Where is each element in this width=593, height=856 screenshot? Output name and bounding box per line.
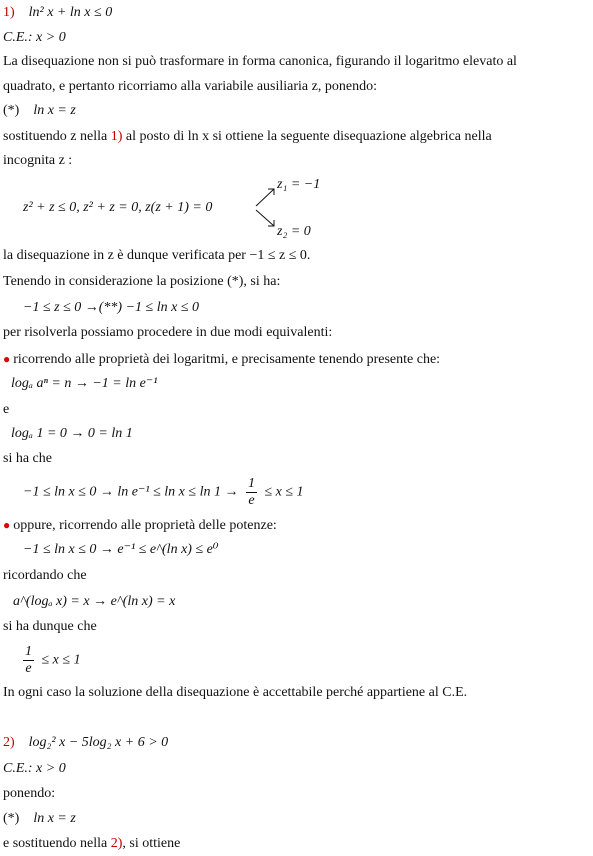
formula-result: $\frac{1}{e}$ ≤ x ≤ 1 [25,644,81,676]
s1-modi: per risolverla possiamo procedere in due modi equivalenti: [3,325,333,340]
s1-inequality: ln² x + ln x ≤ 0 [28,5,113,20]
s1-verified: la disequazione in z è dunque verificata per −1 ≤ z ≤ 0. [3,248,311,263]
bullet-powers: ● oppure, ricorrendo alle proprietà delle potenze: [3,518,277,533]
root-z1: z₁ = −1 [277,177,321,192]
s1-para1a: La disequazione non si può trasformare in forma canonica, figurando il logaritmo elevato al [3,54,517,69]
si-dunque: si ha dunque che [3,619,97,634]
s2-number: 2) [3,735,15,750]
s1-tenendo: Tenendo in considerazione la posizione (*), si ha: [3,274,281,289]
s2-heading [3,734,168,752]
bullet-dot-icon: ● [3,518,11,532]
conclusion: In ogni caso la soluzione della disequazione è accettabile perché appartiene al C.E. [3,685,468,700]
conj-e: e [3,402,10,417]
s1-heading [3,4,112,22]
sub-eq: ln x = z [33,103,76,118]
fraction-one-over-e: $\frac{1}{e}$ [25,644,32,676]
fraction-one-over-e: $\frac{1}{e}$ [247,476,255,508]
s1-para2a: sostituendo z nella 1) al posto di ln x si ottiene la seguente disequazione algebrica nella [3,129,492,144]
si-ha-che: si ha che [3,451,52,466]
bullet-logs: ● ricorrendo alle proprietà dei logaritmi, e precisamente tenendo presente che: [3,352,441,367]
s2-inequality: log₂² x − 5log₂ x + 6 > 0 [28,735,169,750]
formula-exp-log: a^(logₐ x) = x → e^(ln x) = x [13,594,176,609]
s1-number: 1) [3,5,15,20]
s2-ce: C.E.: x > 0 [3,761,66,776]
s1-para1b: quadrato, e pertanto ricorriamo alla variabile ausiliaria z, ponendo: [3,79,377,94]
s1-para2b: incognita z : [3,153,73,168]
root-z2: z₂ = 0 [277,224,311,239]
s1-substitution [3,102,76,120]
formula-powers: −1 ≤ ln x ≤ 0 → e⁻¹ ≤ e^(ln x) ≤ e⁰ [23,542,219,557]
bullet-dot-icon: ● [3,352,11,366]
s2-ref: 2) [110,836,123,851]
s2-substitution [3,810,76,828]
formula-chain: −1 ≤ ln x ≤ 0 → ln e⁻¹ ≤ ln x ≤ ln 1 → $\frac{1}{e}$ ≤ x ≤ 1 [23,476,304,508]
star-label: (*) [3,103,20,118]
s2-ponendo: ponendo: [3,786,56,801]
alg-equations: z² + z ≤ 0, z² + z = 0, z(z + 1) = 0 [23,200,213,215]
formula-log-one: logₐ 1 = 0 → 0 = ln 1 [11,426,133,441]
implication: −1 ≤ z ≤ 0 →(**) −1 ≤ ln x ≤ 0 [23,300,200,315]
ricordando: ricordando che [3,568,87,583]
s1-ce: C.E.: x > 0 [3,30,66,45]
star-label: (*) [3,811,20,826]
s1-ref: 1) [110,129,123,144]
sub-eq: ln x = z [33,811,76,826]
formula-log-power: logₐ aⁿ = n → −1 = ln e⁻¹ [11,376,158,391]
s2-last: e sostituendo nella 2), si ottiene [3,836,181,851]
